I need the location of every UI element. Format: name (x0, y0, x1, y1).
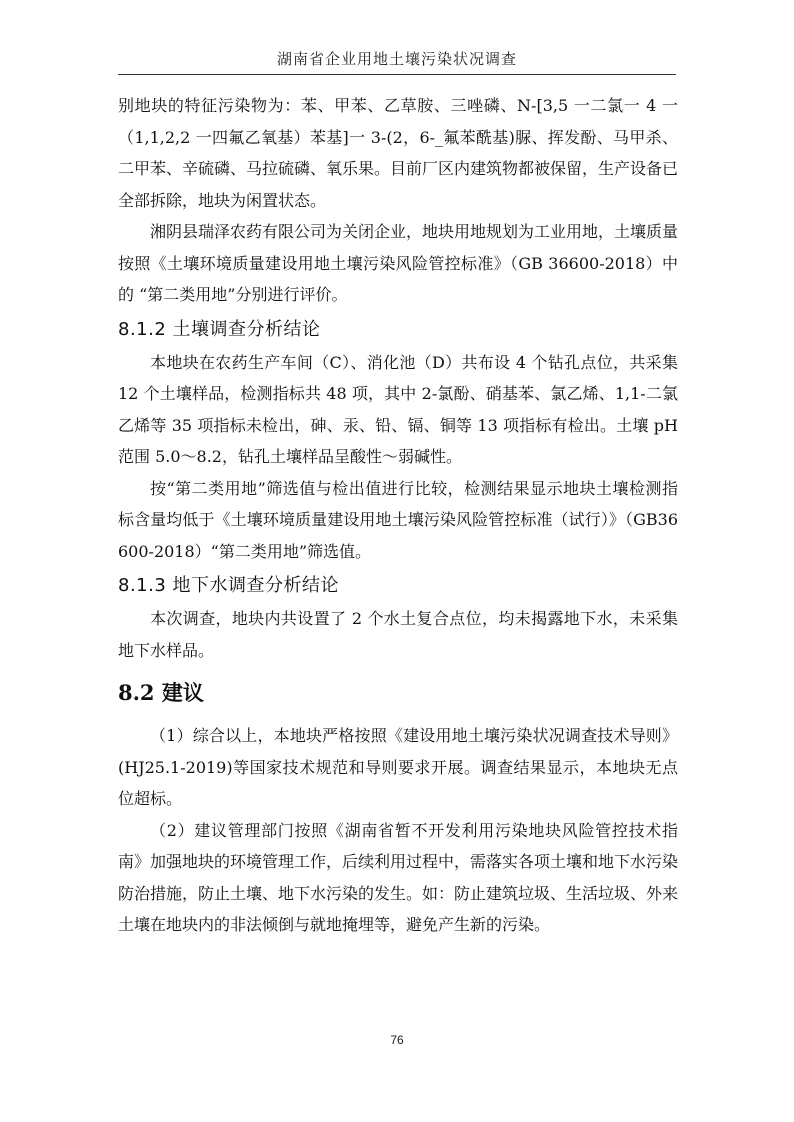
document-body (118, 90, 678, 941)
header-divider (118, 74, 676, 75)
section-heading-8-2: 8.2 建议 (118, 680, 204, 705)
paragraph-groundwater: 本次调查，地块内共设置了 2 个水土复合点位，均未揭露地下水，未采集地下水样品。 (118, 609, 678, 660)
paragraph-suggestion-1: （1）综合以上，本地块严格按照《建设用地土壤污染状况调查技术导则》(HJ25.1-2019)等国家技术规范和导则要求开展。调查结果显示，本地块无点位超标。 (118, 726, 678, 808)
paragraph-suggestion-2: （2）建议管理部门按照《湖南省暂不开发利用污染地块风险管控技术指南》加强地块的环境管理工作，后续利用过程中，需落实各项土壤和地下水污染防治措施，防止土壤、地下水污染的发生。如：防止建筑垃圾、生活垃圾、外来土壤在地块内的非法倾倒与就地掩埋等，避免产生新的污染。 (118, 820, 679, 934)
section-heading-8-1-2: 8.1.2 土壤调查分析结论 (118, 318, 321, 340)
paragraph-soil-sampling: 本地块在农药生产车间（C）、消化池（D）共布设 4 个钻孔点位，共采集 12 个土壤样品，检测指标共 48 项，其中 2-氯酚、硝基苯、氯乙烯、1,1-二氯乙烯等 35 项指标未检出，砷、汞、铅、镉、铜等 13 项指标有检出。土壤 pH 范围 5.0～8.2，钻孔土壤样品呈酸性～弱碱性。 (118, 352, 678, 466)
page-number: 76 (390, 1033, 404, 1047)
section-heading-8-1-3: 8.1.3 地下水调查分析结论 (118, 575, 340, 596)
paragraph-soil-comparison: 按“第二类用地”筛选值与检出值进行比较，检测结果显示地块土壤检测指标含量均低于《土壤环境质量建设用地土壤污染风险管控标准（试行）》（GB36600-2018）“第二类用地”筛选值。 (118, 478, 678, 561)
paragraph-company-evaluation: 湘阴县瑞泽农药有限公司为关闭企业，地块用地规划为工业用地，土壤质量按照《土壤环境质量建设用地土壤污染风险管控标准》（GB 36600-2018）中的 “第二类用地”分别进行评价。 (118, 222, 679, 304)
paragraph-pollutants: 别地块的特征污染物为：苯、甲苯、乙草胺、三唑磷、N-[3,5 一二氯一 4 一（1,1,2,2 一四氟乙氧基）苯基]一 3-(2，6-_氟苯酰基)脲、挥发酚、马甲杀、二甲苯、辛硫磷、马拉硫磷、氧乐果。目前厂区内建筑物都被保留，生产设备已全部拆除，地块为闲置状态。 (118, 96, 679, 210)
running-header: 湖南省企业用地土壤污染状况调查 (276, 50, 517, 68)
